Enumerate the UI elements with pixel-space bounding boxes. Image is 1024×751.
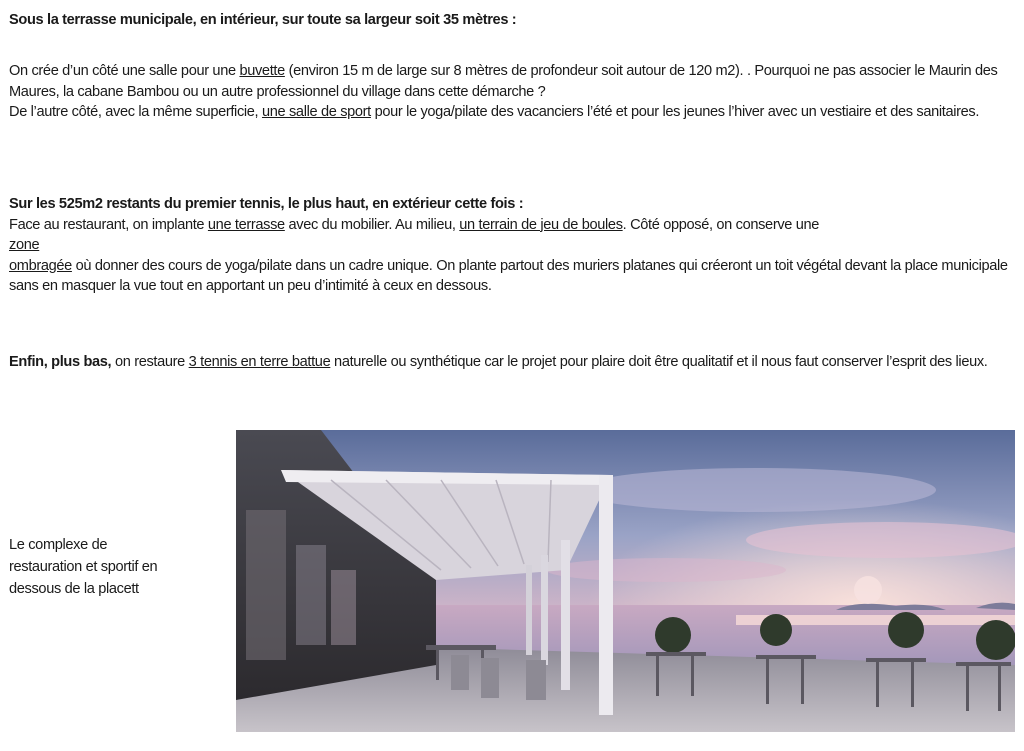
underlined-term-tennis: 3 tennis en terre battue [188, 354, 331, 370]
section-3-paragraph [9, 352, 1009, 373]
section-1-title: Sous la terrasse municipale, en intérieur, sur toute sa largeur soit 35 mètres : [9, 12, 517, 28]
underlined-term-ombragee: ombragée [9, 257, 72, 274]
text-span: pour le yoga/pilate des vacanciers l’été et pour les jeunes l’hiver avec un vestiaire et des sanitaires. [370, 104, 980, 120]
terrace-rendering-image [236, 430, 1015, 732]
section-2-title: Sur les 525m2 restants du premier tennis, le plus haut, en extérieur cette fois : [9, 196, 524, 212]
text-span: . Côté opposé, on conserve une [622, 216, 820, 233]
text-span: Face au restaurant, on implante [9, 216, 208, 233]
section-2-paragraph [9, 215, 1009, 297]
text-span: On crée d’un côté une salle pour une [9, 63, 240, 79]
underlined-term-salle-de-sport: une salle de sport [261, 104, 371, 120]
text-span: où donner des cours de yoga/pilate dans un cadre unique. On plante partout des muriers platanes qui créeront un toit végétal devant la place municipale sans en masquer la vue tout en apportant un peu d’intimité à ceux en dessous. [9, 257, 1008, 294]
text-span: naturelle ou synthétique car le projet pour plaire doit être qualitatif et il nous faut conserver l’esprit des lieux. [330, 354, 988, 370]
underlined-term-jeu-de-boules: un terrain de jeu de boules [459, 216, 623, 233]
section-1-body [9, 61, 1009, 123]
underlined-term-buvette: buvette [239, 63, 285, 79]
section-3 [9, 352, 1009, 373]
text-span: (environ 15 m de large sur 8 mètres de profondeur soit autour de 120 m2). . Pourquoi ne pas associer le Maurin des Maures, la cabane Bambou ou un autre professionnel du village dans cette démarche ? [9, 63, 998, 100]
section-1-heading [9, 10, 1009, 31]
underlined-term-terrasse: une terrasse [207, 216, 285, 233]
section-1-paragraph-1 [9, 61, 1009, 102]
caption-line-1: Le complexe de [9, 537, 108, 553]
text-span: on restaure [111, 354, 189, 370]
caption-line-3: dessous de la placett [9, 581, 139, 597]
text-span: avec du mobilier. Au milieu, [284, 216, 460, 233]
text-span: De l’autre côté, avec la même superficie, [9, 104, 262, 120]
section-3-lead: Enfin, plus bas, [9, 354, 112, 370]
underlined-term-zone: zone [9, 237, 40, 253]
section-1-paragraph-2 [9, 102, 1009, 123]
caption-line-2: restauration et sportif en [9, 559, 158, 575]
image-caption [9, 534, 219, 600]
section-2 [9, 194, 1009, 297]
